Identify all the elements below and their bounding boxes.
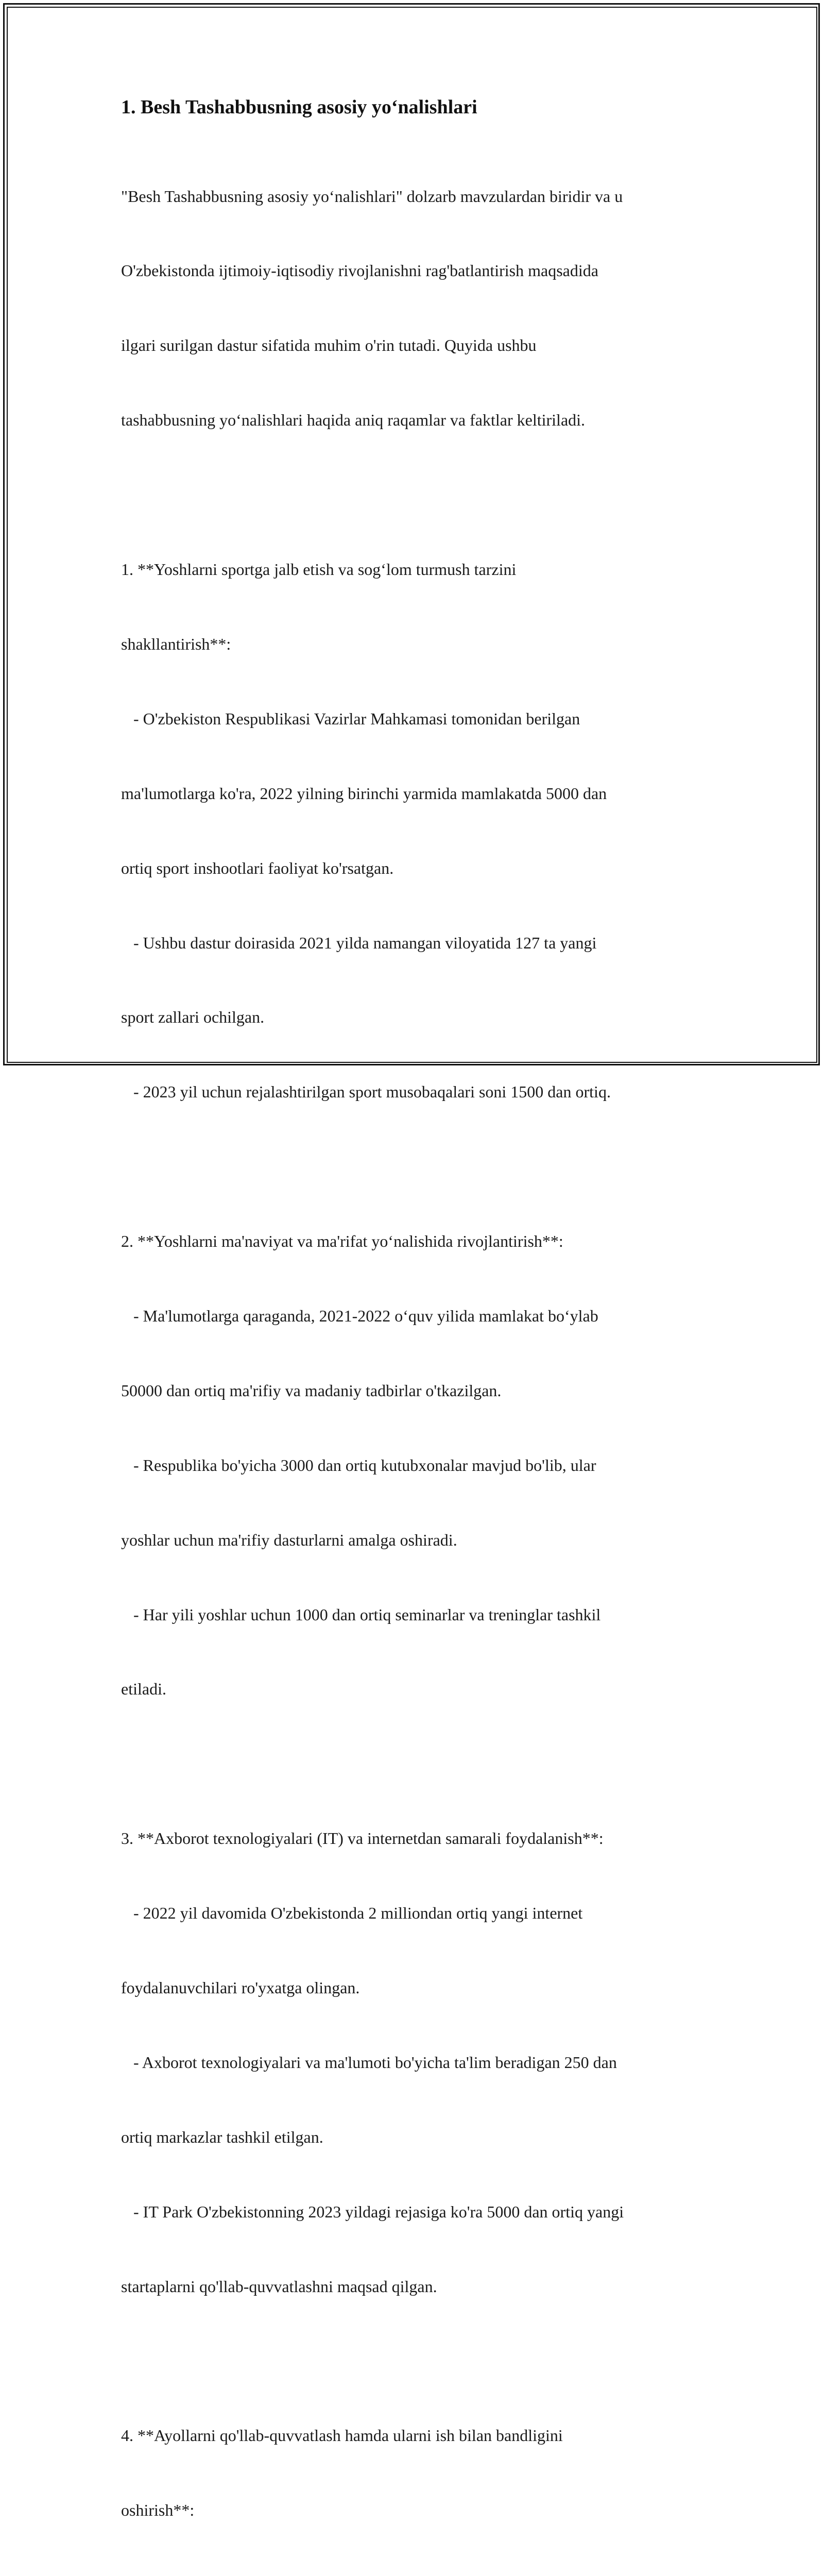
- text-line: - O'zbekiston Respublikasi Vazirlar Mahkamasi tomonidan berilgan: [121, 709, 580, 728]
- text-line: O'zbekistonda ijtimoiy-iqtisodiy rivojlanishni rag'batlantirish maqsadida: [121, 261, 598, 280]
- text-line: sport zallari ochilgan.: [121, 1008, 265, 1027]
- text-line: etiladi.: [121, 1680, 166, 1699]
- blank-line: [121, 1154, 708, 1179]
- document-page: [121, 96, 708, 2576]
- text-line: - 2023 yil uchun rejalashtirilgan sport musobaqalari soni 1500 dan ortiq.: [121, 1082, 611, 1101]
- text-line: ilgari surilgan dastur sifatida muhim o'rin tutadi. Quyida ushbu: [121, 336, 537, 355]
- text-line: shakllantirish**:: [121, 634, 231, 653]
- text-line: oshirish**:: [121, 2501, 195, 2520]
- text-line: startaplarni qo'llab-quvvatlashni maqsad qilgan.: [121, 2277, 437, 2296]
- text-line: 3. **Axborot texnologiyalari (IT) va internetdan samarali foydalanish**:: [121, 1829, 604, 1848]
- text-line: ortiq sport inshootlari faoliyat ko'rsatgan.: [121, 858, 394, 877]
- text-line: [121, 2572, 708, 2576]
- text-line: - IT Park O'zbekistonning 2023 yildagi rejasiga ko'ra 5000 dan ortiq yangi: [121, 2202, 624, 2221]
- blank-line: [121, 2348, 708, 2373]
- text-line: - Har yili yoshlar uchun 1000 dan ortiq seminarlar va treninglar tashkil: [121, 1605, 601, 1624]
- blank-line: [121, 482, 708, 507]
- text-line: - 2022 yil davomida O'zbekistonda 2 milliondan ortiq yangi internet: [121, 1904, 583, 1923]
- blank-line: [121, 1751, 708, 1776]
- text-line: - Ushbu dastur doirasida 2021 yilda namangan viloyatida 127 ta yangi: [121, 933, 597, 952]
- text-line: "Besh Tashabbusning asosiy yo‘nalishlari" dolzarb mavzulardan biridir va u: [121, 187, 623, 206]
- text-line: yoshlar uchun ma'rifiy dasturlarni amalga oshiradi.: [121, 1530, 457, 1549]
- text-line: 50000 dan ortiq ma'rifiy va madaniy tadbirlar o'tkazilgan.: [121, 1381, 502, 1400]
- text-line: 2. **Yoshlarni ma'naviyat va ma'rifat yo‘nalishida rivojlantirish**:: [121, 1232, 563, 1251]
- text-line: 4. **Ayollarni qo'llab-quvvatlash hamda ularni ish bilan bandligini: [121, 2426, 563, 2445]
- text-line: foydalanuvchilari ro'yxatga olingan.: [121, 1978, 360, 1997]
- section-heading: 1. Besh Tashabbusning asosiy yo‘nalishlari: [121, 96, 477, 118]
- text-line: - Ma'lumotlarga qaraganda, 2021-2022 o‘quv yilida mamlakat bo‘ylab: [121, 1306, 598, 1325]
- text-line: ma'lumotlarga ko'ra, 2022 yilning birinchi yarmida mamlakatda 5000 dan: [121, 784, 607, 803]
- text-line: - Axborot texnologiyalari va ma'lumoti bo'yicha ta'lim beradigan 250 dan: [121, 2053, 617, 2072]
- text-line: 1. **Yoshlarni sportga jalb etish va sog‘lom turmush tarzini: [121, 560, 517, 579]
- text-line: tashabbusning yo‘nalishlari haqida aniq raqamlar va faktlar keltiriladi.: [121, 411, 586, 430]
- text-line: ortiq markazlar tashkil etilgan.: [121, 2127, 323, 2146]
- document-body: [121, 134, 708, 2576]
- text-line: - Respublika bo'yicha 3000 dan ortiq kutubxonalar mavjud bo'lib, ular: [121, 1455, 596, 1475]
